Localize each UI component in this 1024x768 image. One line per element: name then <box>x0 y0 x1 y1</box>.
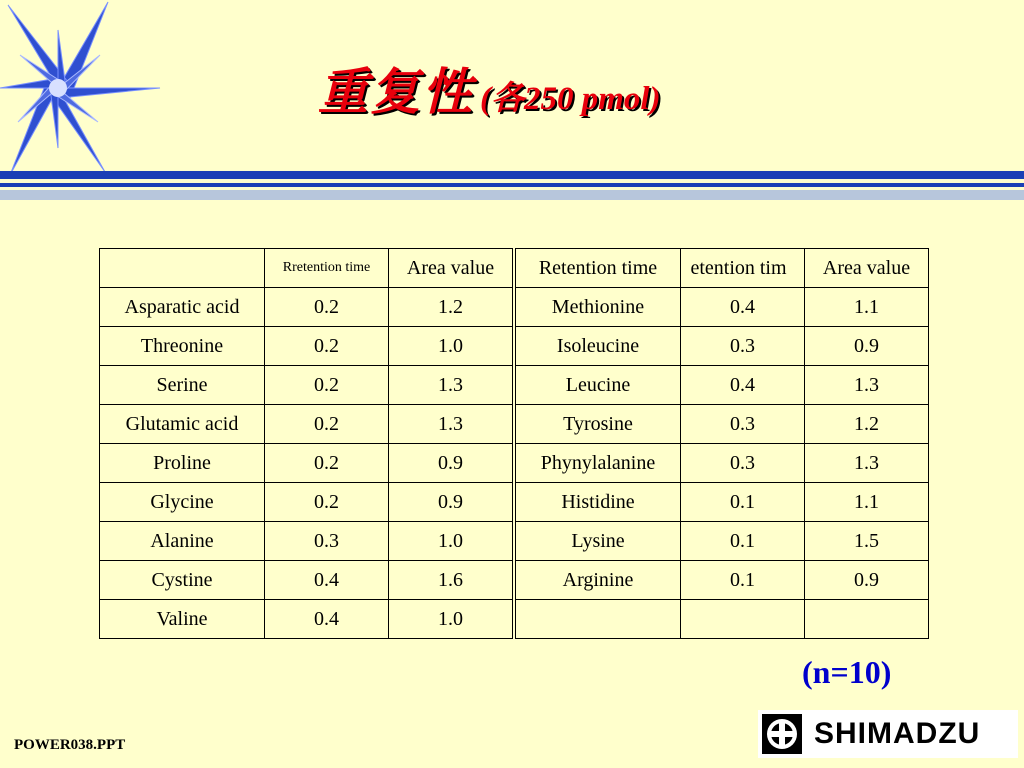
table-cell: Valine <box>100 600 265 639</box>
table-cell: 0.4 <box>681 288 805 327</box>
table-cell: Serine <box>100 366 265 405</box>
table-cell: 0.2 <box>265 288 389 327</box>
table-cell: 1.3 <box>389 366 515 405</box>
table-cell: 0.3 <box>265 522 389 561</box>
table-cell: 1.3 <box>805 444 929 483</box>
table-cell: 1.6 <box>389 561 515 600</box>
table-cell: 1.3 <box>389 405 515 444</box>
table-cell: Proline <box>100 444 265 483</box>
table-header-cell: Rretention time <box>265 249 389 288</box>
table-row <box>100 522 929 561</box>
table-cell: 0.3 <box>681 405 805 444</box>
table-cell: 0.2 <box>265 405 389 444</box>
table-cell: 0.9 <box>805 561 929 600</box>
table-cell: 1.5 <box>805 522 929 561</box>
table-row <box>100 405 929 444</box>
shimadzu-mark-icon <box>762 714 802 754</box>
footer-filename: POWER038.PPT <box>14 737 126 753</box>
table-cell: 0.2 <box>265 327 389 366</box>
table-cell: 1.0 <box>389 327 515 366</box>
table-header-cell <box>100 249 265 288</box>
table-cell: 1.2 <box>389 288 515 327</box>
table-header-row <box>100 249 929 288</box>
table-cell: 0.1 <box>681 483 805 522</box>
table-cell: 1.2 <box>805 405 929 444</box>
table-header-cell: Area value <box>389 249 515 288</box>
table-cell: Asparatic acid <box>100 288 265 327</box>
table-cell: 1.1 <box>805 288 929 327</box>
table-row <box>100 483 929 522</box>
table-cell: 0.9 <box>805 327 929 366</box>
table-cell: 1.1 <box>805 483 929 522</box>
table-cell: 0.9 <box>389 444 515 483</box>
table-cell: Leucine <box>514 366 681 405</box>
table-cell: Lysine <box>514 522 681 561</box>
title-main: 重复性 <box>318 63 474 121</box>
table-cell: 0.4 <box>265 561 389 600</box>
table-cell: 0.3 <box>681 327 805 366</box>
table-header-cell: Area value <box>805 249 929 288</box>
table-row <box>100 561 929 600</box>
table-cell <box>805 600 929 639</box>
title-divider-shadow-bar <box>0 190 1024 200</box>
repeatability-table <box>99 248 929 639</box>
table-cell: Alanine <box>100 522 265 561</box>
shimadzu-logo <box>758 710 1018 758</box>
table-cell: Tyrosine <box>514 405 681 444</box>
title-divider-thin-bar <box>0 183 1024 187</box>
table-cell: 0.9 <box>389 483 515 522</box>
table-row <box>100 327 929 366</box>
logo-wordmark: SHIMADZU <box>814 717 981 750</box>
table-cell: Glutamic acid <box>100 405 265 444</box>
title-sub: (各250 pmol) <box>480 81 661 117</box>
table-cell: 0.4 <box>265 600 389 639</box>
table-cell: 0.2 <box>265 483 389 522</box>
table-cell: 0.1 <box>681 561 805 600</box>
table-cell: Phynylalanine <box>514 444 681 483</box>
table-cell: Methionine <box>514 288 681 327</box>
table-cell: 0.2 <box>265 366 389 405</box>
table-cell: 0.4 <box>681 366 805 405</box>
table-cell: Arginine <box>514 561 681 600</box>
title-divider-bar <box>0 171 1024 179</box>
table-cell: Isoleucine <box>514 327 681 366</box>
table-cell: Glycine <box>100 483 265 522</box>
table-cell: 1.3 <box>805 366 929 405</box>
table-cell <box>514 600 681 639</box>
table-row <box>100 288 929 327</box>
table-cell: Threonine <box>100 327 265 366</box>
table-header-cell: Retention time <box>514 249 681 288</box>
table-header-cell <box>681 249 805 288</box>
table-cell: 1.0 <box>389 522 515 561</box>
table-row <box>100 444 929 483</box>
starburst-decoration <box>0 0 165 175</box>
table-row <box>100 600 929 639</box>
table-cell: Cystine <box>100 561 265 600</box>
table-cell: 0.2 <box>265 444 389 483</box>
table-cell <box>681 600 805 639</box>
table-cell: 0.3 <box>681 444 805 483</box>
sample-count-label: (n=10) <box>802 654 892 690</box>
table-row <box>100 366 929 405</box>
table-header-text: etention tim <box>690 256 787 279</box>
table-cell: 1.0 <box>389 600 515 639</box>
table-cell: 0.1 <box>681 522 805 561</box>
table-cell: Histidine <box>514 483 681 522</box>
slide-title <box>318 52 661 124</box>
